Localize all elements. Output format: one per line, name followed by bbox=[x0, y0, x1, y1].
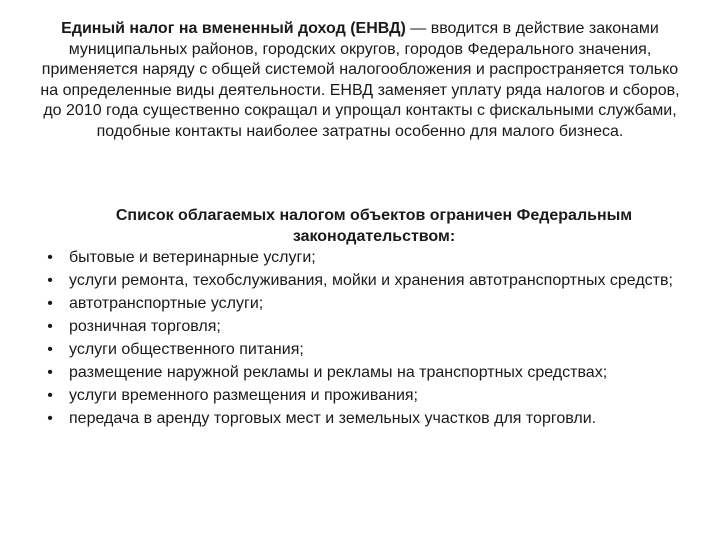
list-item bbox=[40, 409, 690, 430]
list-item bbox=[40, 271, 690, 292]
list-item bbox=[40, 340, 690, 361]
activity-list bbox=[40, 248, 690, 432]
bullet-icon: • bbox=[47, 410, 53, 427]
list-item bbox=[40, 317, 690, 338]
list-item-text: услуги ремонта, техобслуживания, мойки и хранения автотранспортных средств; bbox=[69, 272, 673, 289]
bullet-icon: • bbox=[47, 318, 53, 335]
list-item-text: услуги временного размещения и проживания; bbox=[69, 387, 418, 404]
bullet-icon: • bbox=[47, 295, 53, 312]
list-item bbox=[40, 248, 690, 269]
list-item bbox=[40, 363, 690, 384]
list-item bbox=[40, 294, 690, 315]
list-item bbox=[40, 386, 690, 407]
list-item-text: розничная торговля; bbox=[69, 318, 221, 335]
list-item-text: автотранспортные услуги; bbox=[69, 295, 264, 312]
intro-paragraph bbox=[40, 19, 680, 142]
bullet-icon: • bbox=[47, 387, 53, 404]
list-heading: Список облагаемых налогом объектов ограничен Федеральным законодательством: bbox=[115, 207, 633, 245]
bullet-icon: • bbox=[47, 272, 53, 289]
list-item-text: услуги общественного питания; bbox=[69, 341, 304, 358]
list-item-text: бытовые и ветеринарные услуги; bbox=[69, 249, 316, 266]
intro-lead: Единый налог на вмененный доход (ЕНВД) bbox=[61, 20, 406, 37]
bullet-icon: • bbox=[47, 341, 53, 358]
bullet-icon: • bbox=[47, 249, 53, 266]
bullet-icon: • bbox=[47, 364, 53, 381]
list-item-text: размещение наружной рекламы и рекламы на транспортных средствах; bbox=[69, 364, 608, 381]
list-item-text: передача в аренду торговых мест и земельных участков для торговли. bbox=[69, 410, 597, 427]
intro-text: — вводится в действие законами муниципальных районов, городских округов, городов Федерального значения, применяется наряду с общей системой налогообложения и распространяется только на определенные виды деятельности. ЕНВД заменяет уплату ряда налогов и сборов, до 2010 года существенно сокращал и упрощал контакты с фискальными службами, подобные контакты наиболее затратны особенно для малого бизнеса. bbox=[40, 20, 680, 140]
